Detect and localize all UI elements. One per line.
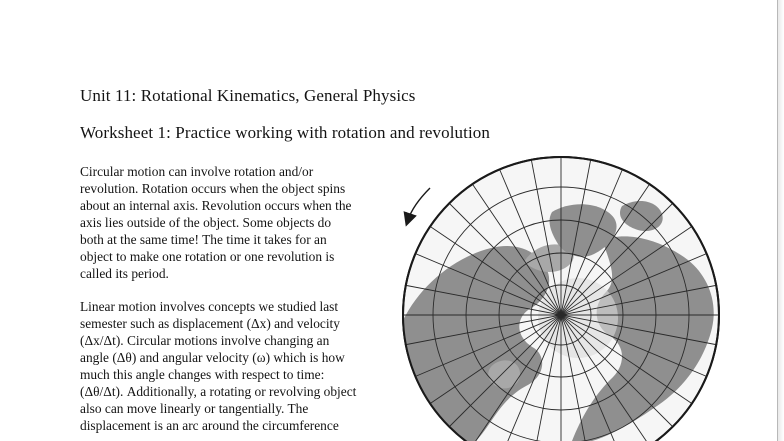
paragraph-line: Circular motion can involve rotation and/or — [80, 164, 314, 179]
paragraph-line: (Δθ/Δt). Additionally, a rotating or revolving object — [80, 384, 357, 399]
globe-icon — [401, 155, 721, 441]
paragraph-line: revolution. Rotation occurs when the object spins — [80, 181, 346, 196]
paragraph-line: displacement is an arc around the circumference — [80, 418, 339, 433]
page-edge — [777, 0, 784, 441]
paragraph-line: both at the same time! The time it takes for an — [80, 232, 327, 247]
paragraph-line: Linear motion involves concepts we studied last — [80, 299, 339, 314]
page-title: Unit 11: Rotational Kinematics, General Physics — [80, 86, 416, 105]
worksheet-subtitle: Worksheet 1: Practice working with rotation and revolution — [80, 123, 490, 142]
globe-figure — [396, 150, 732, 441]
paragraph-line: semester such as displacement (Δx) and velocity — [80, 316, 340, 331]
paragraph-line: about an internal axis. Revolution occurs when the — [80, 198, 352, 213]
paragraph-rotation-revolution — [80, 163, 392, 282]
paragraph-line: angle (Δθ) and angular velocity (ω) which is how — [80, 350, 345, 365]
curved-arrow-icon — [408, 188, 430, 220]
paragraph-line: axis lies outside of the object. Some objects do — [80, 215, 332, 230]
paragraph-line: also can move linearly or tangentially. The — [80, 401, 309, 416]
paragraph-line: (Δx/Δt). Circular motions involve changing an — [80, 333, 330, 348]
paragraph-line: called its period. — [80, 266, 169, 281]
paragraph-line: object to make one rotation or one revolution is — [80, 249, 335, 264]
paragraph-line: much this angle changes with respect to time: — [80, 367, 325, 382]
paragraph-linear-motion — [80, 298, 392, 434]
